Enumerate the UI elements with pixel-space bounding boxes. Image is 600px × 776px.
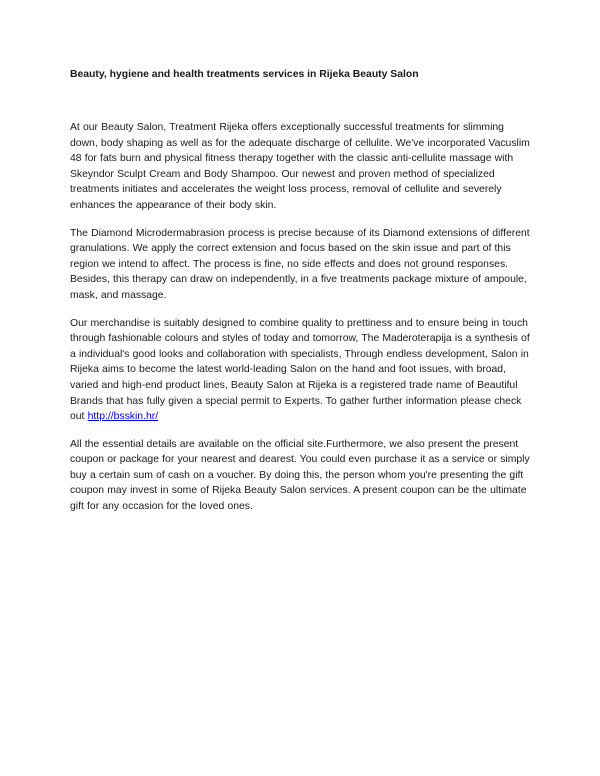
paragraph-gift-coupon: All the essential details are available on the official site.Furthermore, we also present the present coupon or package for your nearest and dearest. You could even purchase it as a service or simply buy a certain sum of cash on a voucher. By doing this, the person whom you're presenting the gift coupon may invest in some of Rijeka Beauty Salon services. A present coupon can be the ultimate gift for any occasion for the loved ones.: [70, 438, 530, 513]
paragraph-merchandise: [70, 316, 530, 425]
paragraph-merchandise-text: Our merchandise is suitably designed to combine quality to prettiness and to ensure being in touch through fashionable colours and styles of today and tomorrow, The Maderoterapija is a synthesis of a individual's good looks and collaboration with specialists, Through endless development, Salon in Rijeka aims to become the latest world-leading Salon on the hand and foot issues, with broad, varied and high-end product lines, Beauty Salon at Rijeka is a registered trade name of Beautiful Brands that has fully given a special permit to Experts. To gather further information please check out: [70, 317, 530, 423]
document-title: Beauty, hygiene and health treatments services in Rijeka Beauty Salon: [70, 69, 419, 80]
paragraph-slimming-treatments: At our Beauty Salon, Treatment Rijeka offers exceptionally successful treatments for slimming down, body shaping as well as for the adequate discharge of cellulite. We've incorporated Vacuslim 48 for fats burn and physical fitness therapy together with the classic anti-cellulite massage with Skeyndor Sculpt Cream and Body Shampoo. Our newest and proven method of specialized treatments initiates and accelerates the weight loss process, removal of cellulite and severely enhances the appearance of their body skin.: [70, 122, 530, 211]
paragraph-diamond-microdermabrasion: The Diamond Microdermabrasion process is precise because of its Diamond extensions of different granulations. We apply the correct extension and focus based on the skin issue and part of this region we intend to affect. The process is fine, no side effects and does not ground responses. Besides, this therapy can draw on independently, in a five treatments package mixture of ampoule, mask, and massage.: [70, 227, 530, 301]
bsskin-link[interactable]: http://bsskin.hr/: [87, 411, 159, 423]
document-body: [70, 120, 530, 515]
